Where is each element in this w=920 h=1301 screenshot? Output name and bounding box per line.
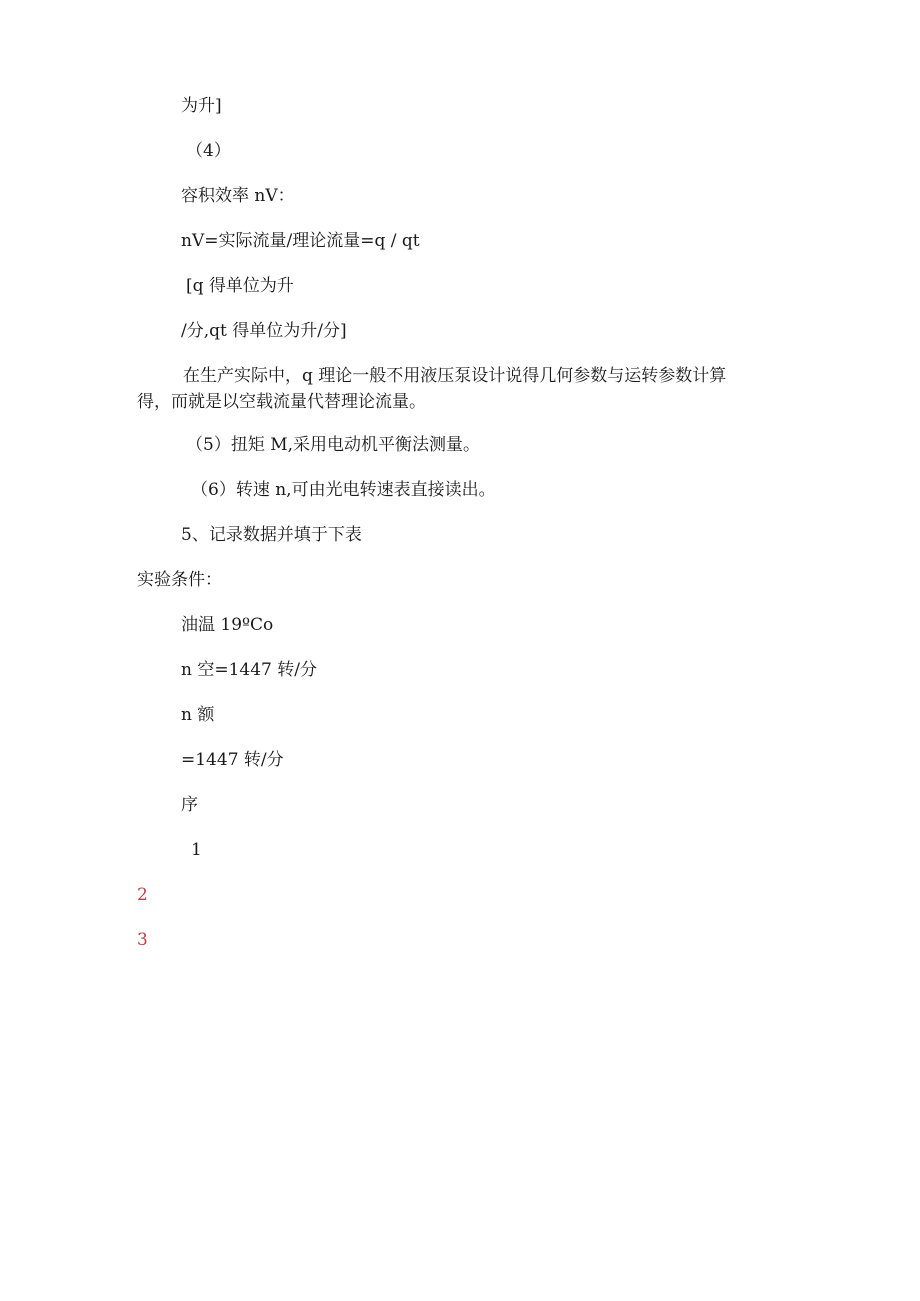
section-6-speed: （6）转速 n,可由光电转速表直接读出。 xyxy=(191,480,496,500)
section-5-torque: （5）扭矩 M,采用电动机平衡法测量。 xyxy=(186,435,481,455)
sequence-header: 序 xyxy=(181,795,198,815)
step-5-record-data: 5、记录数据并填于下表 xyxy=(181,525,362,545)
rated-speed-label: n 额 xyxy=(181,705,215,725)
row-number-3: 3 xyxy=(137,930,148,950)
text-line-unit-liter-close: 为升] xyxy=(181,96,222,116)
oil-temperature: 油温 19ºCo xyxy=(181,615,274,635)
unit-note-qt: /分,qt 得单位为升/分] xyxy=(181,321,347,341)
row-number-1: 1 xyxy=(191,840,202,860)
paragraph-theoretical-flow: 在生产实际中，q 理论一般不用液压泵设计说得几何参数与运转参数计算得，而就是以空载流量代替理论流量。 xyxy=(137,366,727,412)
section-number-4: （4） xyxy=(186,141,231,161)
idle-speed: n 空=1447 转/分 xyxy=(181,660,317,680)
volumetric-efficiency-heading: 容积效率 nV： xyxy=(181,186,295,206)
volumetric-efficiency-formula: nV=实际流量/理论流量=q / qt xyxy=(181,231,420,251)
experiment-conditions-heading: 实验条件： xyxy=(137,570,222,590)
rated-speed-value: =1447 转/分 xyxy=(181,750,284,770)
unit-note-q: [q 得单位为升 xyxy=(186,276,294,296)
row-number-2: 2 xyxy=(137,885,148,905)
